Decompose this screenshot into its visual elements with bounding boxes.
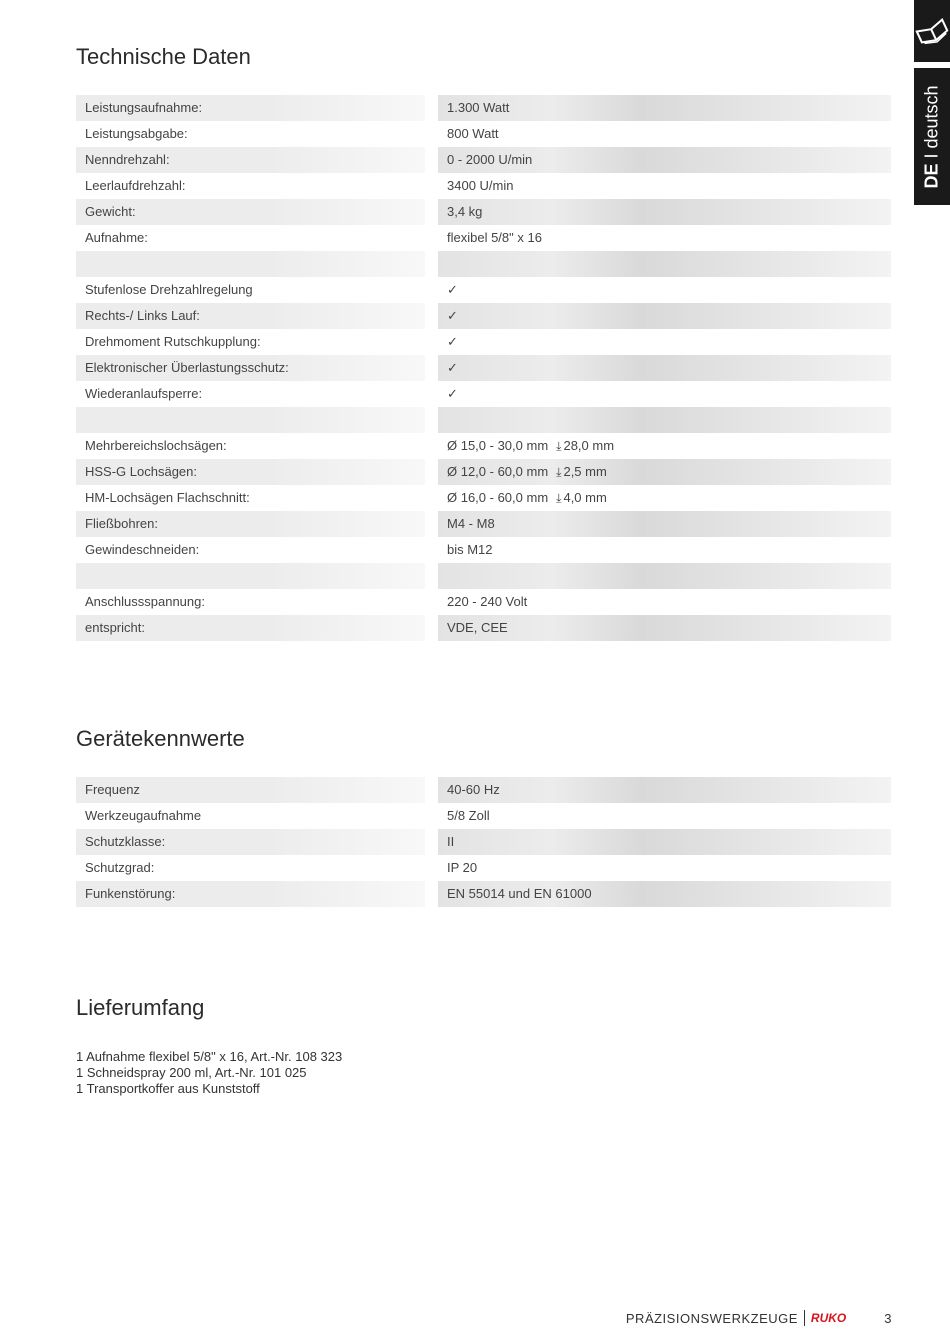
table-row: [76, 589, 891, 615]
depth-icon: ⤓: [556, 439, 562, 453]
row-label: Nenndrehzahl:: [76, 147, 425, 173]
row-value: [438, 355, 891, 381]
row-value: [438, 511, 891, 537]
table-row: [76, 615, 891, 641]
row-value: [438, 589, 891, 615]
geraetekennwerte-table: [76, 777, 891, 907]
check-icon: ✓: [447, 387, 458, 402]
table-row: [76, 173, 891, 199]
row-value-text: 40-60 Hz: [447, 782, 500, 797]
section-title-technische-daten: Technische Daten: [76, 44, 251, 69]
table-row: [76, 511, 891, 537]
row-value: [438, 433, 891, 459]
depth-value: 2,5 mm: [563, 464, 607, 479]
row-value: [438, 777, 891, 803]
row-value-text: 5/8 Zoll: [447, 808, 490, 823]
row-value-text: 800 Watt: [447, 126, 499, 141]
check-icon: ✓: [447, 361, 458, 376]
row-value-text: Ø 12,0 - 60,0 mm: [447, 464, 549, 479]
language-tab[interactable]: [914, 68, 950, 205]
row-label: [76, 407, 425, 433]
row-value: [438, 95, 891, 121]
footer-divider: [804, 1310, 805, 1326]
table-row: [76, 251, 891, 277]
section-title-lieferumfang: Lieferumfang: [76, 995, 205, 1020]
row-label: Schutzgrad:: [85, 860, 155, 875]
table-row: [76, 95, 891, 121]
row-label: Elektronischer Überlastungsschutz:: [76, 355, 425, 381]
row-value-text: bis M12: [447, 542, 493, 557]
row-value: [438, 277, 891, 303]
language-code: DE: [921, 163, 942, 189]
row-value-text: EN 55014 und EN 61000: [447, 886, 592, 901]
row-value-text: IP 20: [447, 860, 478, 875]
table-row: [76, 881, 891, 907]
brand-logo: RUKO: [810, 1311, 847, 1325]
row-label: [76, 563, 425, 589]
table-row: [76, 121, 891, 147]
depth-icon: ⤓: [556, 465, 562, 479]
row-label: Funkenstörung:: [76, 881, 425, 907]
row-label: Fließbohren:: [76, 511, 425, 537]
table-row: [76, 803, 891, 829]
technische-daten-table: [76, 95, 891, 641]
row-value: [438, 199, 891, 225]
row-value: [438, 459, 891, 485]
language-label: [922, 85, 943, 188]
row-value: [438, 881, 891, 907]
table-row: [76, 485, 891, 511]
row-value-text: 220 - 240 Volt: [447, 594, 528, 609]
depth-icon: ⤓: [556, 491, 562, 505]
table-row: [76, 303, 891, 329]
open-book-icon: [914, 0, 950, 62]
row-value: [438, 803, 891, 829]
row-value: [438, 303, 891, 329]
row-value: [438, 829, 891, 855]
check-icon: ✓: [447, 335, 458, 350]
row-label: HSS-G Lochsägen:: [76, 459, 425, 485]
page-number: 3: [884, 1310, 892, 1326]
depth-value: 28,0 mm: [563, 438, 615, 453]
table-row: [76, 407, 891, 433]
row-value-text: 3400 U/min: [447, 178, 514, 193]
row-label: Wiederanlaufsperre:: [85, 386, 203, 401]
row-value-text: 0 - 2000 U/min: [447, 152, 533, 167]
table-row: [76, 329, 891, 355]
row-label: Leerlaufdrehzahl:: [85, 178, 186, 193]
row-label: Werkzeugaufnahme: [85, 808, 202, 823]
table-row: [76, 433, 891, 459]
page-footer: [626, 1309, 892, 1327]
row-value: [438, 225, 891, 251]
table-row: [76, 199, 891, 225]
row-value-text: 1.300 Watt: [447, 100, 510, 115]
list-item: 1 Aufnahme flexibel 5/8" x 16, Art.-Nr. 108 323: [76, 1049, 343, 1064]
row-value-text: Ø 16,0 - 60,0 mm: [447, 490, 549, 505]
row-label: Gewicht:: [76, 199, 425, 225]
table-row: [76, 459, 891, 485]
language-separator: I: [921, 153, 942, 159]
table-row: [76, 537, 891, 563]
row-label: Rechts-/ Links Lauf:: [76, 303, 425, 329]
table-row: [76, 381, 891, 407]
book-tab: [914, 0, 950, 62]
list-item: 1 Transportkoffer aus Kunststoff: [76, 1081, 260, 1096]
row-label: Leistungsaufnahme:: [76, 95, 425, 121]
row-value: [438, 147, 891, 173]
row-label: Leistungsabgabe:: [85, 126, 188, 141]
check-icon: ✓: [447, 309, 458, 324]
footer-category: PRÄZISIONSWERKZEUGE: [625, 1310, 798, 1326]
row-value-text: II: [447, 834, 455, 849]
row-value: [438, 537, 891, 563]
row-value: [438, 855, 891, 881]
row-label: Gewindeschneiden:: [85, 542, 200, 557]
table-row: [76, 563, 891, 589]
row-value-text: M4 - M8: [447, 516, 495, 531]
row-label: Stufenlose Drehzahlregelung: [85, 282, 253, 297]
table-row: [76, 829, 891, 855]
row-value: [438, 563, 891, 589]
table-row: [76, 277, 891, 303]
row-value-text: flexibel 5/8" x 16: [447, 230, 542, 245]
row-label: Aufnahme:: [85, 230, 148, 245]
row-value: [438, 121, 891, 147]
table-row: [76, 147, 891, 173]
row-value-text: Ø 15,0 - 30,0 mm: [447, 438, 549, 453]
row-label: [76, 251, 425, 277]
table-row: [76, 855, 891, 881]
row-value: [438, 329, 891, 355]
language-name: deutsch: [921, 84, 942, 148]
lieferumfang-list: [76, 1049, 342, 1097]
row-value-text: VDE, CEE: [447, 620, 508, 635]
table-row: [76, 777, 891, 803]
row-label: Anschlussspannung:: [85, 594, 205, 609]
row-value: [438, 251, 891, 277]
depth-value: 4,0 mm: [563, 490, 607, 505]
section-title-geraetekennwerte: Gerätekennwerte: [76, 726, 245, 751]
table-row: [76, 355, 891, 381]
list-item: 1 Schneidspray 200 ml, Art.-Nr. 101 025: [76, 1065, 307, 1080]
row-label: Mehrbereichslochsägen:: [85, 438, 227, 453]
row-value-text: 3,4 kg: [447, 204, 483, 219]
check-icon: ✓: [447, 283, 458, 298]
row-label: entspricht:: [76, 615, 425, 641]
row-value: [438, 615, 891, 641]
row-value: [438, 381, 891, 407]
row-value: [438, 407, 891, 433]
row-label: Schutzklasse:: [76, 829, 425, 855]
row-value: [438, 173, 891, 199]
table-row: [76, 225, 891, 251]
row-label: Drehmoment Rutschkupplung:: [85, 334, 261, 349]
row-label: HM-Lochsägen Flachschnitt:: [85, 490, 250, 505]
row-value: [438, 485, 891, 511]
row-label: Frequenz: [76, 777, 425, 803]
